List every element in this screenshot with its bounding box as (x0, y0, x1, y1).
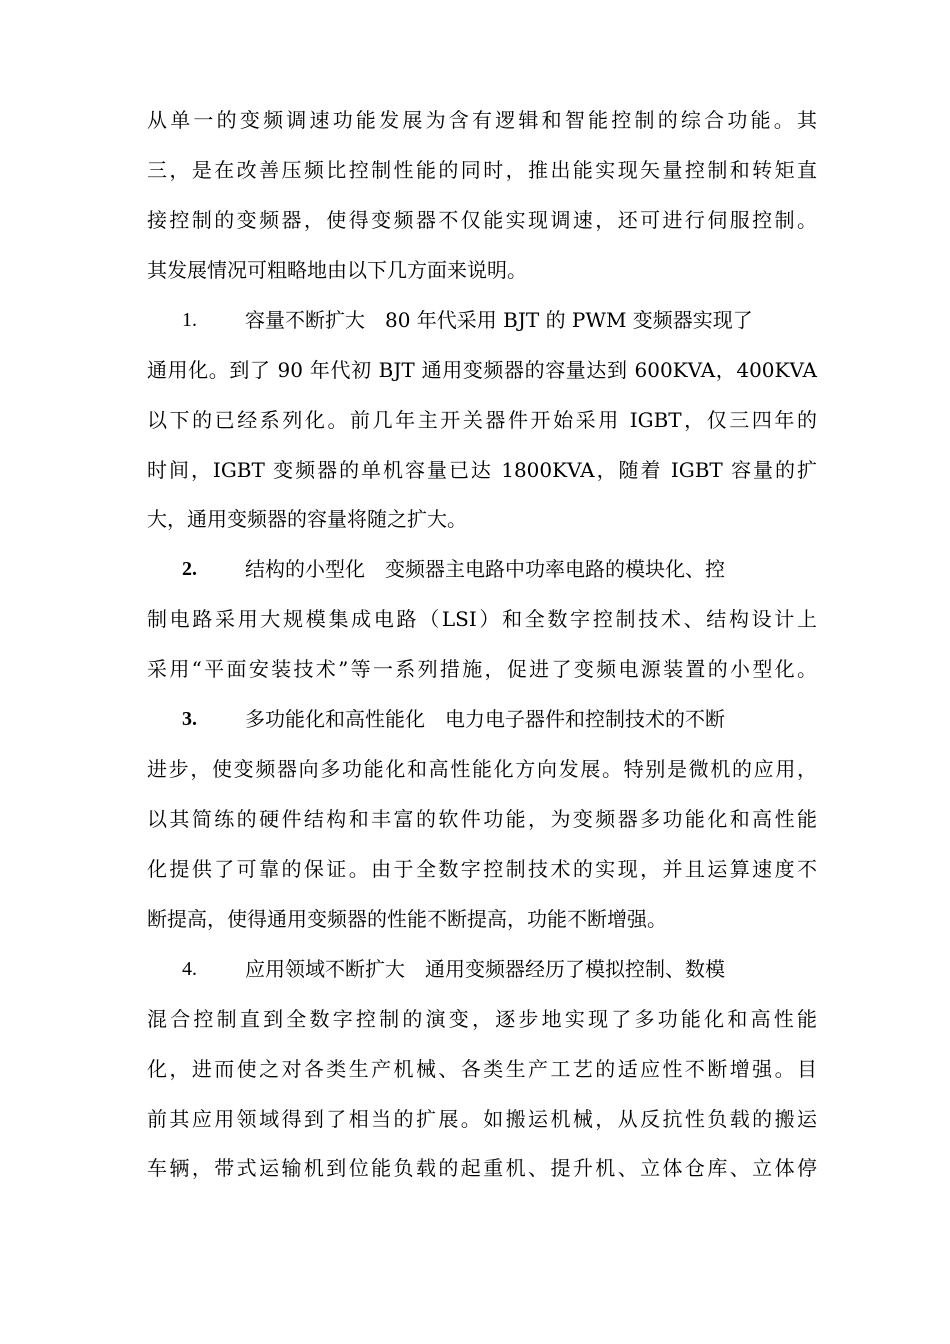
section-line: 制电路采用大规模集成电路（LSI）和全数字控制技术、结构设计上 (147, 607, 817, 631)
section-heading: 结构的小型化 变频器主电路中功率电路的模块化、控 (245, 557, 725, 581)
section-line: 车辆，带式运输机到位能负载的起重机、提升机、立体仓库、立体停 (147, 1156, 817, 1180)
section-line: 前其应用领域得到了相当的扩展。如搬运机械，从反抗性负载的搬运 (147, 1107, 817, 1131)
intro-line: 其发展情况可粗略地由以下几方面来说明。 (147, 258, 527, 282)
section-line: 化提供了可靠的保证。由于全数字控制技术的实现，并且运算速度不 (147, 857, 817, 881)
section-line: 断提高，使得通用变频器的性能不断提高，功能不断增强。 (147, 907, 667, 931)
intro-line: 三，是在改善压频比控制性能的同时，推出能实现矢量控制和转矩直 (147, 158, 817, 182)
section-line: 化，进而使之对各类生产机械、各类生产工艺的适应性不断增强。目 (147, 1057, 817, 1081)
intro-line: 接控制的变频器，使得变频器不仅能实现调速，还可进行伺服控制。 (147, 208, 817, 232)
section-line: 大，通用变频器的容量将随之扩大。 (147, 507, 467, 531)
section-line: 采用“平面安装技术”等一系列措施，促进了变频电源装置的小型化。 (147, 657, 817, 681)
section-line: 以下的已经系列化。前几年主开关器件开始采用 IGBT，仅三四年的 (147, 408, 817, 432)
section-number: 1. (182, 309, 197, 331)
section-line: 以其简练的硬件结构和丰富的软件功能，为变频器多功能化和高性能 (147, 807, 817, 831)
section-number: 3. (182, 708, 197, 730)
section-line: 时间，IGBT 变频器的单机容量已达 1800KVA，随着 IGBT 容量的扩 (147, 458, 817, 482)
section-heading: 应用领域不断扩大 通用变频器经历了模拟控制、数模 (245, 957, 725, 981)
section-number: 2. (182, 558, 197, 580)
section-line: 混合控制直到全数字控制的演变，逐步地实现了多功能化和高性能 (147, 1007, 817, 1031)
section-heading: 多功能化和高性能化 电力电子器件和控制技术的不断 (245, 707, 725, 731)
section-line: 通用化。到了 90 年代初 BJT 通用变频器的容量达到 600KVA，400KVA (147, 358, 817, 382)
intro-line: 从单一的变频调速功能发展为含有逻辑和智能控制的综合功能。其 (147, 108, 817, 132)
section-line: 进步，使变频器向多功能化和高性能化方向发展。特别是微机的应用， (147, 757, 817, 781)
section-number: 4. (182, 958, 197, 980)
section-heading: 容量不断扩大 80 年代采用 BJT 的 PWM 变频器实现了 (245, 308, 753, 332)
